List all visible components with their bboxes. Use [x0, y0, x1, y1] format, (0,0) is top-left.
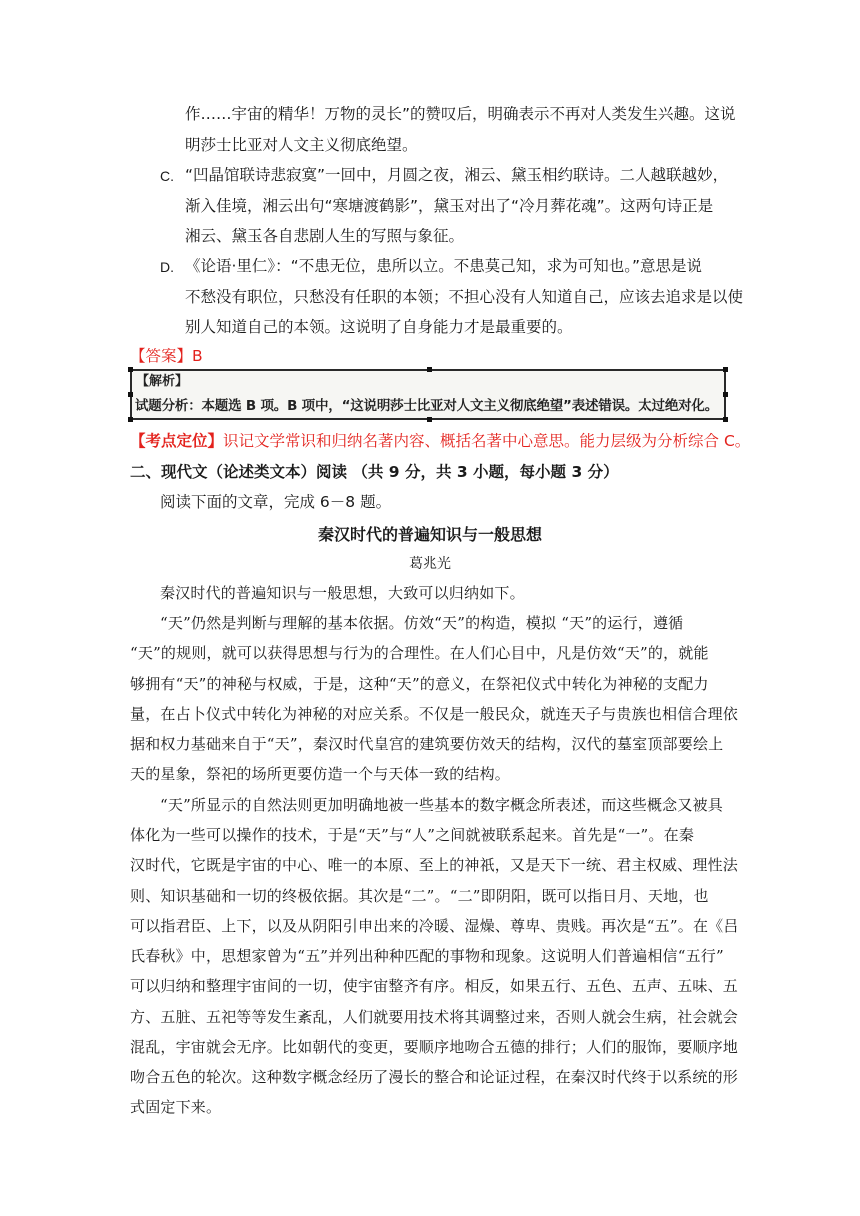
article-line-10: 汉时代，它既是宇宙的中心、唯一的本原、至上的神祇，又是天下一统、君主权威、理性法 [130, 856, 739, 874]
article-line-16: 混乱，宇宙就会无序。比如朝代的变更，要顺序地吻合五德的排行；人们的服饰，要顺序地 [130, 1038, 739, 1056]
answer-value: B [192, 347, 203, 365]
resize-handle-bottom-left [128, 417, 133, 422]
resize-handle-top-left [128, 367, 133, 372]
analysis-box [130, 369, 726, 420]
resize-handle-top-right [723, 367, 728, 372]
article-line-8: “天”所显示的自然法则更加明确地被一些基本的数字概念所表述，而这些概念又被具 [160, 796, 723, 814]
article-line-5: 量，在占卜仪式中转化为神秘的对应关系。不仅是一般民众，就连天子与贵族也相信合理依 [130, 705, 739, 723]
exam-point-label: 【考点定位】 [130, 432, 224, 450]
article-line-2: “天”仍然是判断与理解的基本依据。仿效“天”的构造，模拟 “天”的运行，遵循 [160, 614, 684, 632]
option-b-line-1: 作……宇宙的精华！万物的灵长”的赞叹后，明确表示不再对人类发生兴趣。这说 [185, 105, 736, 123]
resize-handle-middle-left [128, 392, 133, 397]
analysis-text: 试题分析：本题选 B 项。B 项中，“这说明莎士比亚对人文主义彻底绝望”表述错误。太过绝对化。 [135, 398, 719, 414]
article-line-1: 秦汉时代的普遍知识与一般思想，大致可以归纳如下。 [160, 584, 525, 602]
article-line-13: 氏春秋》中，思想家曾为“五”并列出种种匹配的事物和现象。这说明人们普遍相信“五行” [130, 947, 724, 965]
article-line-14: 可以归纳和整理宇宙间的一切，使宇宙整齐有序。相反，如果五行、五色、五声、五味、五 [130, 977, 739, 995]
option-b-line-2: 明莎士比亚对人文主义彻底绝望。 [185, 136, 418, 154]
answer-line [130, 346, 203, 366]
article-title: 秦汉时代的普遍知识与一般思想 [317, 525, 542, 544]
article-line-12: 可以指君臣、上下，以及从阴阳引申出来的冷暖、湿燥、尊卑、贵贱。再次是“五”。在《吕 [130, 917, 739, 935]
analysis-heading: 【解析】 [136, 374, 189, 389]
article-line-17: 吻合五色的轮次。这种数字概念经历了漫长的整合和论证过程，在秦汉时代终于以系统的形 [130, 1068, 739, 1086]
article-line-11: 则、知识基础和一切的终极依据。其次是“二”。“二”即阴阳，既可以指日月、天地，也 [130, 887, 709, 905]
article-line-15: 方、五脏、五祀等等发生紊乱，人们就要用技术将其调整过来，否则人就会生病，社会就会 [130, 1008, 739, 1026]
resize-handle-bottom-right [723, 417, 728, 422]
article-line-7: 天的星象，祭祀的场所更要仿造一个与天体一致的结构。 [130, 765, 511, 783]
option-d-line-3: 别人知道自己的本领。这说明了自身能力才是最重要的。 [185, 318, 573, 336]
option-c-line-3: 湘云、黛玉各自悲剧人生的写照与象征。 [185, 227, 465, 245]
option-c-line-2: 渐入佳境，湘云出句“寒塘渡鹤影”，黛玉对出了“冷月葬花魂”。这两句诗正是 [185, 197, 714, 215]
resize-handle-bottom-middle [427, 417, 432, 422]
resize-handle-top-middle [427, 367, 432, 372]
article-author: 葛兆光 [409, 556, 451, 572]
option-d-line-1: 《论语·里仁》：“不患无位，患所以立。不患莫己知，求为可知也。”意思是说 [185, 257, 702, 275]
section-two-instruction: 阅读下面的文章，完成 6－8 题。 [160, 493, 392, 511]
exam-point-line [130, 431, 750, 451]
answer-label: 【答案】 [130, 347, 193, 365]
resize-handle-middle-right [723, 392, 728, 397]
exam-point-text: 识记文学常识和归纳名著内容、概括名著中心意思。能力层级为分析综合 C。 [223, 432, 751, 450]
option-c-label: C. [160, 168, 174, 184]
article-line-3: “天”的规则，就可以获得思想与行为的合理性。在人们心目中，凡是仿效“天”的，就能 [130, 644, 709, 662]
option-c-line-1: “凹晶馆联诗悲寂寞”一回中，月圆之夜，湘云、黛玉相约联诗。二人越联越妙， [185, 166, 729, 184]
option-d-line-2: 不愁没有职位，只愁没有任职的本领；不担心没有人知道自己，应该去追求是以使 [185, 288, 744, 306]
article-line-9: 体化为一些可以操作的技术，于是“天”与“人”之间就被联系起来。首先是“一”。在秦 [130, 826, 695, 844]
article-line-6: 据和权力基础来自于“天”，秦汉时代皇宫的建筑要仿效天的结构，汉代的墓室顶部要绘上 [130, 735, 724, 753]
section-two-heading: 二、现代文（论述类文本）阅读 （共 9 分，共 3 小题，每小题 3 分） [130, 463, 619, 481]
article-line-18: 式固定下来。 [130, 1098, 222, 1116]
article-line-4: 够拥有“天”的神秘与权威，于是，这种“天”的意义，在祭祀仪式中转化为神秘的支配力 [130, 675, 709, 693]
option-d-label: D. [160, 259, 174, 275]
